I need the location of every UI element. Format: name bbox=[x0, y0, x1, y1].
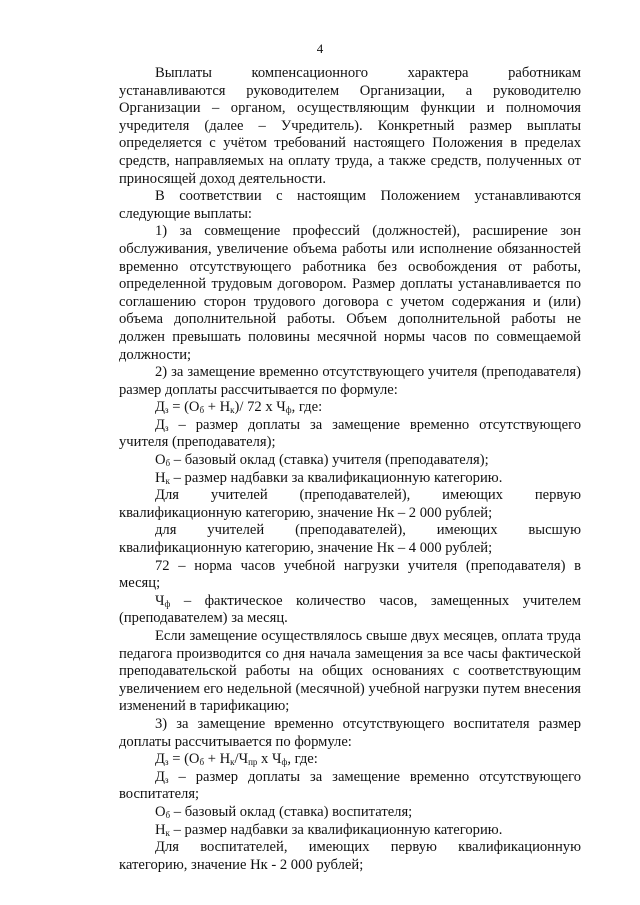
definition-ob: $О_б$ – базовый оклад (ставка) учителя (преподавателя); bbox=[155, 452, 489, 469]
definition-ob-educator: $О_б$ – базовый оклад (ставка) воспитателя; bbox=[155, 803, 413, 820]
paragraph-payments-list-intro: В соответствии с настоящим Положением устанавливаются следующие выплаты: bbox=[119, 188, 581, 222]
definition-dz: $Д_з$ – размер доплаты за замещение временно отсутствующего учителя (преподавателя); bbox=[119, 416, 581, 451]
paragraph-item-1: 1) за совмещение профессий (должностей), расширение зон обслуживания, увеличение объема работы или исполнение обязанностей временно отсутствующего работника без освобождения от работы, определенной трудовым договором. Размер доплаты устанавливается по соглашению сторон трудового договора с учетом содержания и (или) объема дополнительной работы. Объем дополнительной работы не должен превышать половины месячной нормы часов по совмещаемой должности; bbox=[119, 223, 581, 363]
page-number: 4 bbox=[316, 41, 324, 56]
paragraph-highest-category-teachers: для учителей (преподавателей), имеющих высшую квалификационную категорию, значение Нк – 4 000 рублей; bbox=[119, 522, 581, 557]
document-body bbox=[119, 65, 581, 874]
paragraph-first-category-teachers: Для учителей (преподавателей), имеющих первую квалификационную категорию, значение Нк – 2 000 рублей; bbox=[119, 487, 581, 521]
definition-dz-educator: $Д_з$ – размер доплаты за замещение временно отсутствующего воспитателя; bbox=[119, 768, 581, 803]
paragraph-item-2: 2) за замещение временно отсутствующего учителя (преподавателя) размер доплаты рассчитывается по формуле: bbox=[119, 364, 581, 398]
paragraph-compensation-intro: Выплаты компенсационного характера работникам устанавливаются руководителем Организации, а руководителю Организации – органом, осуществляющим функции и полномочия учредителя (далее – Учредитель). Конкретный размер выплаты определяется с учётом требований настоящего Положения в пределах средств, направляемых на оплату труда, а также средств, полученных от приносящей доход деятельности. bbox=[119, 65, 581, 187]
formula-educator: $Д_з = (О_б + Н_к/Ч_{пр}$ х $Ч_ф$, где: bbox=[155, 751, 318, 768]
definition-nk-educator: $Н_к$ – размер надбавки за квалификационную категорию. bbox=[155, 821, 503, 838]
definition-chf: $Ч_ф$ – фактическое количество часов, замещенных учителем (преподавателем) за месяц. bbox=[119, 592, 581, 627]
definition-nk: $Н_к$ – размер надбавки за квалификационную категорию. bbox=[155, 469, 503, 486]
paragraph-over-two-months: Если замещение осуществлялось свыше двух месяцев, оплата труда педагога производится со дня начала замещения за все часы фактической преподавательской работы на общих основаниях с соответствующим увеличением его недельной (месячной) учебной нагрузки путем внесения изменений в тарификацию; bbox=[119, 628, 581, 715]
paragraph-72-norm: 72 – норма часов учебной нагрузки учителя (преподавателя) в месяц; bbox=[119, 557, 581, 592]
paragraph-item-3: 3) за замещение временно отсутствующего воспитателя размер доплаты рассчитывается по формуле: bbox=[119, 715, 581, 750]
paragraph-first-category-educators: Для воспитателей, имеющих первую квалификационную категорию, значение Нк - 2 000 рублей; bbox=[119, 839, 581, 873]
formula-teacher: $Д_з = (О_б + Н_к)/$ 72 х $Ч_ф$, где: bbox=[155, 399, 323, 416]
